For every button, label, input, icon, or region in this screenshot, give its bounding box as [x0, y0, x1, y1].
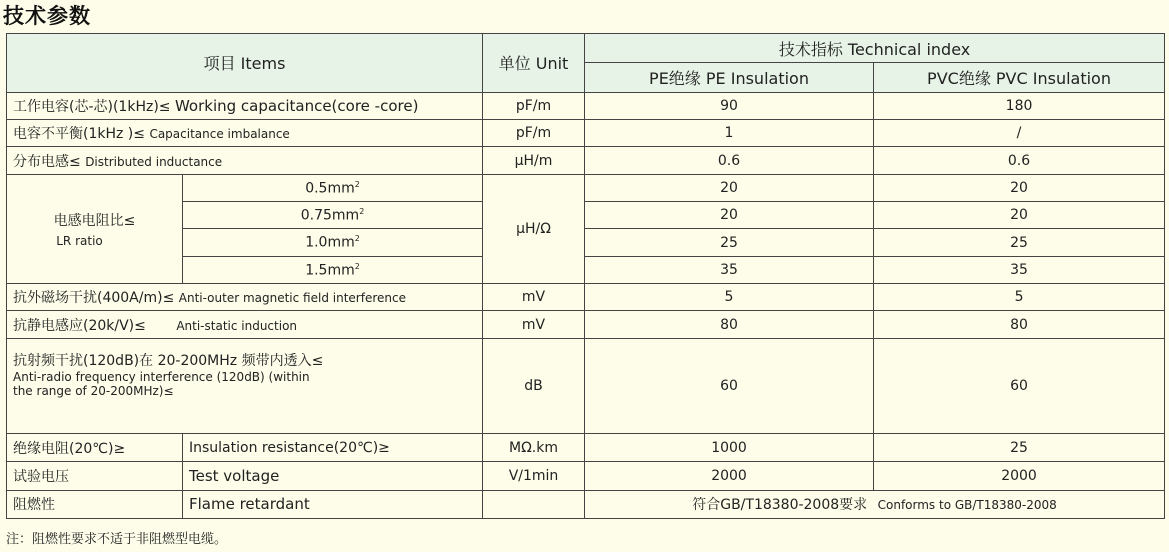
- table-row: [7, 92, 1165, 119]
- label-cn: 抗静电感应(20k/V)≤: [13, 317, 146, 334]
- pvc-value: 180: [874, 92, 1165, 119]
- pe-value: 2000: [585, 462, 874, 490]
- label-en: Anti-outer magnetic field interference: [178, 291, 406, 306]
- label-cn: 工作电容(芯-芯)(1kHz)≤: [13, 98, 171, 115]
- row-label: [7, 92, 483, 119]
- label-cn: 分布电感≤: [13, 153, 81, 170]
- pvc-value: 35: [874, 256, 1165, 283]
- pe-value: 1: [585, 120, 874, 147]
- size-value: 1.0mm: [305, 234, 355, 251]
- pe-value: 1000: [585, 433, 874, 461]
- pvc-value: 60: [874, 338, 1165, 433]
- pe-value: 35: [585, 256, 874, 283]
- row-label-en: Insulation resistance(20℃)≥: [183, 433, 483, 461]
- pvc-value: 20: [874, 202, 1165, 229]
- section-title: 技术参数: [3, 4, 91, 28]
- label-en: Working capacitance(core -core): [174, 96, 419, 115]
- pe-value: 20: [585, 202, 874, 229]
- label-en: Capacitance imbalance: [149, 127, 290, 142]
- unit-cell: mV: [483, 311, 585, 338]
- row-label: [7, 120, 483, 147]
- pvc-value: 25: [874, 229, 1165, 256]
- label-en: Anti-radio frequency interference (120dB) (within: [13, 369, 310, 384]
- header-pe: PE绝缘 PE Insulation: [585, 63, 874, 92]
- table-row: [7, 462, 1165, 490]
- size-value: 0.5mm: [305, 180, 355, 197]
- table-row: [7, 174, 1165, 201]
- size-cell: [183, 256, 483, 283]
- unit-cell: MΩ.km: [483, 433, 585, 461]
- header-pvc: PVC绝缘 PVC Insulation: [874, 63, 1165, 92]
- pe-value: 80: [585, 311, 874, 338]
- table-row: [7, 433, 1165, 461]
- pe-value: 60: [585, 338, 874, 433]
- pvc-value: 20: [874, 174, 1165, 201]
- row-label: [7, 284, 483, 311]
- row-label-cn: 阻燃性: [7, 490, 183, 518]
- sup: 2: [354, 234, 360, 244]
- label-en: LR ratio: [56, 233, 103, 248]
- pe-value: 0.6: [585, 147, 874, 174]
- table-row: [7, 338, 1165, 433]
- pvc-value: 0.6: [874, 147, 1165, 174]
- size-cell: [183, 202, 483, 229]
- row-label-en: Test voltage: [183, 462, 483, 490]
- spec-table: [6, 33, 1165, 519]
- sup: 2: [359, 206, 365, 216]
- pe-value: 90: [585, 92, 874, 119]
- pe-value: 25: [585, 229, 874, 256]
- footnote: 注：阻燃性要求不适于非阻燃型电缆。: [6, 532, 228, 547]
- pe-value: 5: [585, 284, 874, 311]
- value-cn: 符合GB/T18380-2008要求: [692, 497, 868, 514]
- label-cn: 电感电阻比≤: [53, 212, 136, 229]
- unit-cell: μH/Ω: [483, 174, 585, 283]
- label-en: Anti-static induction: [176, 318, 298, 333]
- row-label: [7, 147, 483, 174]
- lr-label: [7, 174, 183, 283]
- unit-cell: μH/m: [483, 147, 585, 174]
- label-en-2: the range of 20-200MHz)≤: [13, 383, 174, 398]
- pvc-value: 25: [874, 433, 1165, 461]
- size-cell: [183, 174, 483, 201]
- row-label: [7, 338, 483, 433]
- size-value: 1.5mm: [305, 262, 355, 279]
- header-tech-index: 技术指标 Technical index: [585, 34, 1165, 63]
- pe-value: 20: [585, 174, 874, 201]
- unit-cell: pF/m: [483, 120, 585, 147]
- flame-value: [585, 490, 1165, 518]
- size-value: 0.75mm: [300, 207, 360, 224]
- sup: 2: [354, 179, 360, 189]
- table-row: [7, 284, 1165, 311]
- unit-cell: V/1min: [483, 462, 585, 490]
- row-label: [7, 311, 483, 338]
- label-cn: 电容不平衡(1kHz )≤: [13, 126, 145, 143]
- header-row-1: [7, 34, 1165, 63]
- table-row: [7, 311, 1165, 338]
- pvc-value: 80: [874, 311, 1165, 338]
- header-items: 项目 Items: [7, 34, 483, 93]
- unit-cell: [483, 490, 585, 518]
- row-label-en: Flame retardant: [183, 490, 483, 518]
- value-en: Conforms to GB/T18380-2008: [877, 498, 1057, 513]
- unit-cell: pF/m: [483, 92, 585, 119]
- pvc-value: /: [874, 120, 1165, 147]
- table-row: [7, 120, 1165, 147]
- unit-cell: mV: [483, 284, 585, 311]
- sup: 2: [354, 261, 360, 271]
- size-cell: [183, 229, 483, 256]
- header-unit: 单位 Unit: [483, 34, 585, 93]
- table-row: [7, 147, 1165, 174]
- label-cn: 抗射频干扰(120dB)在 20-200MHz 频带内透入≤: [13, 352, 324, 369]
- row-label-cn: 绝缘电阻(20℃)≥: [7, 433, 183, 461]
- table-row: [7, 490, 1165, 518]
- unit-cell: dB: [483, 338, 585, 433]
- pvc-value: 2000: [874, 462, 1165, 490]
- label-cn: 抗外磁场干扰(400A/m)≤: [13, 290, 175, 307]
- pvc-value: 5: [874, 284, 1165, 311]
- label-en: Distributed inductance: [85, 154, 223, 169]
- row-label-cn: 试验电压: [7, 462, 183, 490]
